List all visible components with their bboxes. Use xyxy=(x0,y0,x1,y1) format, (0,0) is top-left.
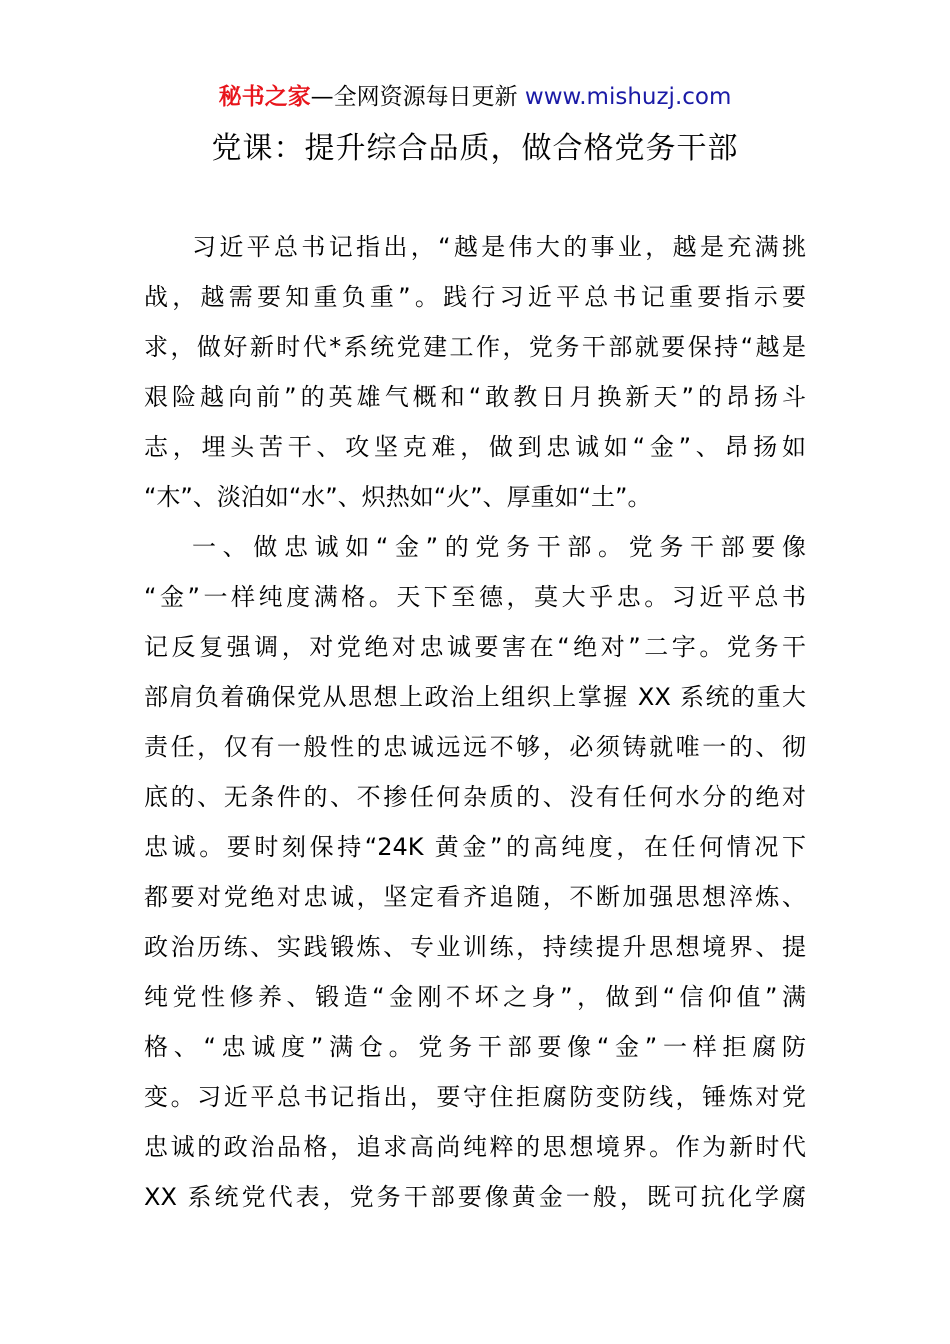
text-line: 都要对党绝对忠诚，坚定看齐追随，不断加强思想淬炼、 xyxy=(144,883,806,911)
paragraph-intro xyxy=(144,222,806,522)
text-line: 志，埋头苦干、攻坚克难，做到忠诚如“金”、昂扬如 xyxy=(144,433,806,461)
text-line: 忠诚。要时刻保持“24K 黄金”的高纯度，在任何情况下 xyxy=(144,833,806,861)
text-line: “木”、淡泊如“水”、炽热如“火”、厚重如“土”。 xyxy=(144,483,652,511)
text-line: 战，越需要知重负重”。践行习近平总书记重要指示要 xyxy=(144,283,806,311)
text-line: 求，做好新时代*系统党建工作，党务干部就要保持“越是 xyxy=(144,333,806,361)
document-body xyxy=(144,222,806,1222)
text-line: 责任，仅有一般性的忠诚远远不够，必须铸就唯一的、彻 xyxy=(144,733,806,761)
text-line: 底的、无条件的、不掺任何杂质的、没有任何水分的绝对 xyxy=(144,783,806,811)
site-url-link[interactable]: www.mishuzj.com xyxy=(524,84,732,110)
text-line: XX 系统党代表，党务干部要像黄金一般，既可抗化学腐 xyxy=(144,1183,806,1211)
text-line: 纯党性修养、锻造“金刚不坏之身”，做到“信仰值”满 xyxy=(144,983,806,1011)
site-tagline: —全网资源每日更新 xyxy=(310,84,525,110)
text-line: 政治历练、实践锻炼、专业训练，持续提升思想境界、提 xyxy=(144,933,806,961)
paragraph-section-one xyxy=(144,522,806,1222)
document-title: 党课：提升综合品质，做合格党务干部 xyxy=(211,131,739,166)
text-line: 变。习近平总书记指出，要守住拒腐防变防线，锤炼对党 xyxy=(144,1083,806,1111)
text-line: 记反复强调，对党绝对忠诚要害在“绝对”二字。党务干 xyxy=(144,633,806,661)
text-line: 习近平总书记指出，“越是伟大的事业，越是充满挑 xyxy=(192,233,806,261)
text-line: 格、“忠诚度”满仓。党务干部要像“金”一样拒腐防 xyxy=(144,1033,806,1061)
site-brand: 秘书之家 xyxy=(218,84,311,110)
text-line: “金”一样纯度满格。天下至德，莫大乎忠。习近平总书 xyxy=(144,583,806,611)
text-line: 艰险越向前”的英雄气概和“敢教日月换新天”的昂扬斗 xyxy=(144,383,806,411)
site-header xyxy=(0,80,950,114)
text-line: 部肩负着确保党从思想上政治上组织上掌握 XX 系统的重大 xyxy=(144,683,806,711)
text-line: 忠诚的政治品格，追求高尚纯粹的思想境界。作为新时代 xyxy=(144,1133,806,1161)
text-line: 一、做忠诚如“金”的党务干部。党务干部要像 xyxy=(192,533,806,561)
